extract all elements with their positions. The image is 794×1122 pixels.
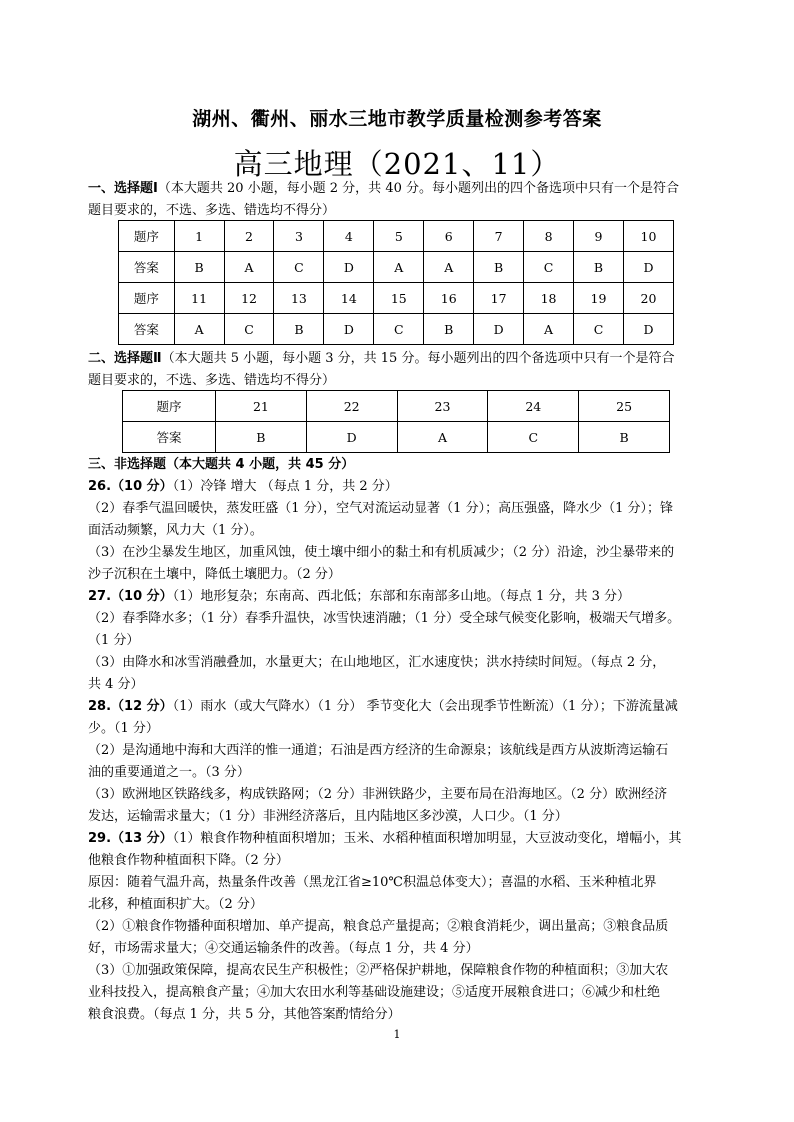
table-cell: D [324,252,374,283]
q27-answer-text: （2）春季降水多；（1 分）春季升温快，冰雪快速消融；（1 分）受全球气候变化影响，极端天气增多。 [88,611,681,626]
q26-answer-text: 面活动频繁，风力大（1 分）。 [88,523,263,538]
table-cell: 10 [623,221,673,252]
table-cell: 22 [306,391,397,422]
q29-answer-text: 粮食浪费。（每点 1 分，共 5 分，其他答案酌情给分） [88,1007,401,1022]
table-cell: A [224,252,274,283]
q27-label: 27.（10 分） [88,589,173,604]
table-cell: 18 [524,283,574,314]
page-number: 1 [393,1028,401,1041]
q29-answer-text: （2）①粮食作物播种面积增加、单产提高，粮食总产量提高；②粮食消耗少，调出量高；③粮食品质 [88,919,669,934]
table-cell: 7 [474,221,524,252]
table-cell: D [474,314,524,345]
table-cell: 21 [216,391,307,422]
q28-label: 28.（12 分） [88,699,173,714]
q28-answer-text: （2）是沟通地中海和大西洋的惟一通道；石油是西方经济的生命源泉；该航线是西方从波斯湾运输石 [88,743,669,758]
table-row [123,422,670,453]
q26-answer-text: （2）春季气温回暖快，蒸发旺盛（1 分），空气对流运动显著（1 分）；高压强盛，降水少（1 分）；锋 [88,501,673,516]
table-cell: A [524,314,574,345]
table-header-cell: 题序 [119,221,175,252]
table-cell: C [374,314,424,345]
q29-answer-text: 他粮食作物种植面积下降。（2 分） [88,853,289,868]
table-cell: 23 [397,391,488,422]
document-title: 湖州、衢州、丽水三地市教学质量检测参考答案 [192,108,602,130]
table-cell: D [623,252,673,283]
q26-answer-text: 沙子沉积在土壤中，降低土壤肥力。（2 分） [88,567,341,582]
q29-answer-text: 好，市场需求量大；④交通运输条件的改善。（每点 1 分，共 4 分） [88,941,479,956]
q26-answer-text: （1）冷锋 增大 （每点 1 分，共 2 分） [172,479,398,494]
table-cell: D [623,314,673,345]
q28-answer-text: （1）雨水（或大气降水）（1 分） 季节变化大（会出现季节性断流）（1 分）；下游流量减 [172,699,678,714]
section2-intro [88,348,708,370]
table-cell: 11 [174,283,224,314]
table-cell: 25 [579,391,670,422]
table-header-cell: 答案 [119,252,175,283]
table-cell: C [224,314,274,345]
table-header-cell: 答案 [119,314,175,345]
q29-answer-text: （1）粮食作物种植面积增加；玉米、水稻种植面积增加明显，大豆波动变化，增幅小，其 [172,831,682,846]
table-cell: 9 [574,221,624,252]
q28-answer-text: 少。（1 分） [88,721,159,736]
table-cell: D [306,422,397,453]
table-cell: 15 [374,283,424,314]
table-cell: 17 [474,283,524,314]
table-cell: 14 [324,283,374,314]
table-cell: D [324,314,374,345]
q27-answer-text: （1 分） [88,633,140,648]
table-cell: B [474,252,524,283]
table-cell: 4 [324,221,374,252]
q26-answer-text: （3）在沙尘暴发生地区，加重风蚀，使土壤中细小的黏土和有机质减少；（2 分）沿途，沙尘暴带来的 [88,545,675,560]
q29-label: 29.（13 分） [88,831,173,846]
q29-line [88,828,708,850]
table-row [119,221,674,252]
table-cell: 13 [274,283,324,314]
table-cell: B [216,422,307,453]
q27-line [88,586,708,608]
section3-heading: 三、非选择题（本大题共 4 小题，共 45 分） [88,457,355,472]
table-cell: 12 [224,283,274,314]
table-cell: 2 [224,221,274,252]
section1-desc: （本大题共 20 小题，每小题 2 分，共 40 分。每小题列出的四个备选项中只有一个是符合 [157,181,679,196]
table-cell: A [174,314,224,345]
table-cell: A [424,252,474,283]
q29-answer-text: （3）①加强政策保障，提高农民生产积极性；②严格保护耕地，保障粮食作物的种植面积；③加大农 [88,963,669,978]
q26-line [88,476,708,498]
table-cell: B [424,314,474,345]
table-cell: 5 [374,221,424,252]
q29-answer-text: 业科技投入，提高粮食产量；④加大农田水利等基础设施建设；⑤适度开展粮食进口；⑥减少和杜绝 [88,985,661,1000]
q27-answer-text: 共 4 分） [88,677,144,692]
section1-desc-2: 题目要求的，不选、多选、错选均不得分） [88,203,336,218]
answer-table-1 [118,220,674,345]
q27-answer-text: （3）由降水和冰雪消融叠加，水量更大；在山地地区，汇水速度快；洪水持续时间短。（每点 2 分， [88,655,666,670]
table-cell: C [274,252,324,283]
section2-heading: 二、选择题Ⅱ [88,351,162,366]
section1-heading: 一、选择题Ⅰ [88,181,158,196]
table-row [119,252,674,283]
q28-answer-text: 油的重要通道之一。（3 分） [88,765,250,780]
table-cell: B [274,314,324,345]
table-cell: C [488,422,579,453]
section2-desc: （本大题共 5 小题，每小题 3 分，共 15 分。每小题列出的四个备选项中只有一个是符合 [161,351,675,366]
table-cell: A [374,252,424,283]
table-header-cell: 题序 [123,391,216,422]
q29-answer-text: 原因：随着气温升高，热量条件改善（黑龙江省≥10℃积温总体变大）；喜温的水稻、玉米种植北界 [88,875,657,890]
table-cell: 1 [174,221,224,252]
table-cell: 19 [574,283,624,314]
table-row [119,314,674,345]
table-cell: B [174,252,224,283]
table-cell: C [574,314,624,345]
table-cell: 6 [424,221,474,252]
q28-answer-text: （3）欧洲地区铁路线多，构成铁路网；（2 分）非洲铁路少，主要布局在沿海地区。（2 分）欧洲经济 [88,787,668,802]
section2-desc-2: 题目要求的，不选、多选、错选均不得分） [88,373,336,388]
q27-answer-text: （1）地形复杂；东南高、西北低；东部和东南部多山地。（每点 1 分，共 3 分） [172,589,630,604]
q29-answer-text: 北移，种植面积扩大。（2 分） [88,897,263,912]
table-cell: 24 [488,391,579,422]
section1-intro [88,178,708,200]
table-cell: B [579,422,670,453]
table-row [119,283,674,314]
table-row [123,391,670,422]
table-cell: 20 [623,283,673,314]
table-cell: A [397,422,488,453]
table-header-cell: 答案 [123,422,216,453]
table-cell: B [574,252,624,283]
answer-table-2 [122,390,670,453]
table-header-cell: 题序 [119,283,175,314]
table-cell: C [524,252,574,283]
q26-label: 26.（10 分） [88,479,173,494]
table-cell: 8 [524,221,574,252]
q28-answer-text: 发达，运输需求量大；（1 分）非洲经济落后，且内陆地区多沙漠，人口少。（1 分） [88,809,568,824]
table-cell: 3 [274,221,324,252]
table-cell: 16 [424,283,474,314]
q28-line [88,696,708,718]
document-subtitle: 高三地理（2021、11） [233,147,561,181]
